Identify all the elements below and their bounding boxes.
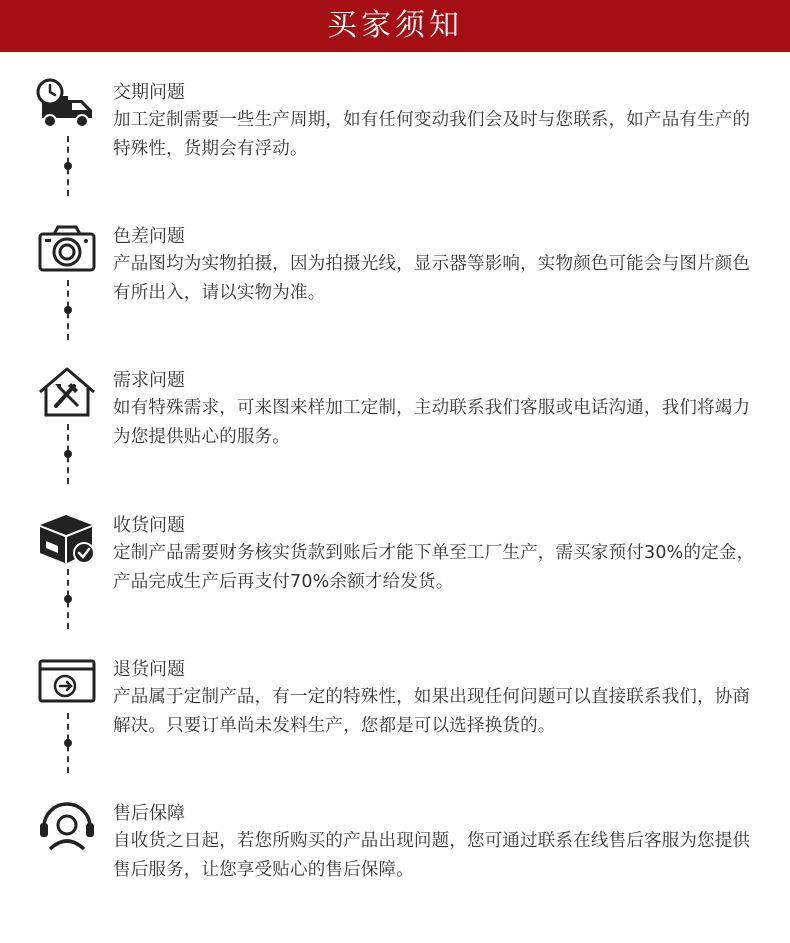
notice-section-return xyxy=(0,655,790,799)
timeline-dot xyxy=(64,739,72,747)
section-heading: 色差问题 xyxy=(113,226,185,247)
notice-section-delivery xyxy=(0,78,790,222)
section-body: 自收货之日起，若您所购买的产品出现问题，您可通过联系在线售后客服为您提供售后服务，让您享受贴心的售后保障。 xyxy=(113,831,751,880)
timeline-dot xyxy=(64,450,72,458)
house-tools-icon xyxy=(36,366,98,420)
notice-section-receiving xyxy=(0,511,790,655)
section-heading: 售后保障 xyxy=(113,803,185,824)
customer-service-headset-icon xyxy=(36,799,98,853)
notice-section-after-sales xyxy=(0,799,790,943)
page-title: 买家须知 xyxy=(327,8,463,43)
notice-section-color xyxy=(0,222,790,366)
camera-icon xyxy=(36,222,98,276)
return-wallet-icon xyxy=(36,655,98,709)
section-heading: 需求问题 xyxy=(113,370,185,391)
section-body: 产品图均为实物拍摄，因为拍摄光线，显示器等影响，实物颜色可能会与图片颜色有所出入，请以实物为准。 xyxy=(113,254,751,303)
package-check-icon xyxy=(36,511,98,565)
timeline-dot xyxy=(64,162,72,170)
section-body: 加工定制需要一些生产周期，如有任何变动我们会及时与您联系，如产品有生产的特殊性，货期会有浮动。 xyxy=(113,110,751,159)
timeline-dot xyxy=(64,306,72,314)
notice-section-requirement xyxy=(0,366,790,510)
section-body: 产品属于定制产品，有一定的特殊性，如果出现任何问题可以直接联系我们，协商解决。只要订单尚未发料生产，您都是可以选择换货的。 xyxy=(113,687,751,736)
section-heading: 退货问题 xyxy=(113,659,185,680)
section-body: 如有特殊需求，可来图来样加工定制，主动联系我们客服或电话沟通，我们将竭力为您提供贴心的服务。 xyxy=(113,398,751,447)
timeline-dot xyxy=(64,595,72,603)
delivery-truck-clock-icon xyxy=(36,78,98,132)
section-body: 定制产品需要财务核实货款到账后才能下单至工厂生产，需买家预付30%的定金，产品完成生产后再支付70%余额才给发货。 xyxy=(113,543,755,592)
header-banner xyxy=(0,0,790,52)
section-heading: 收货问题 xyxy=(113,515,185,536)
section-heading: 交期问题 xyxy=(113,82,185,103)
